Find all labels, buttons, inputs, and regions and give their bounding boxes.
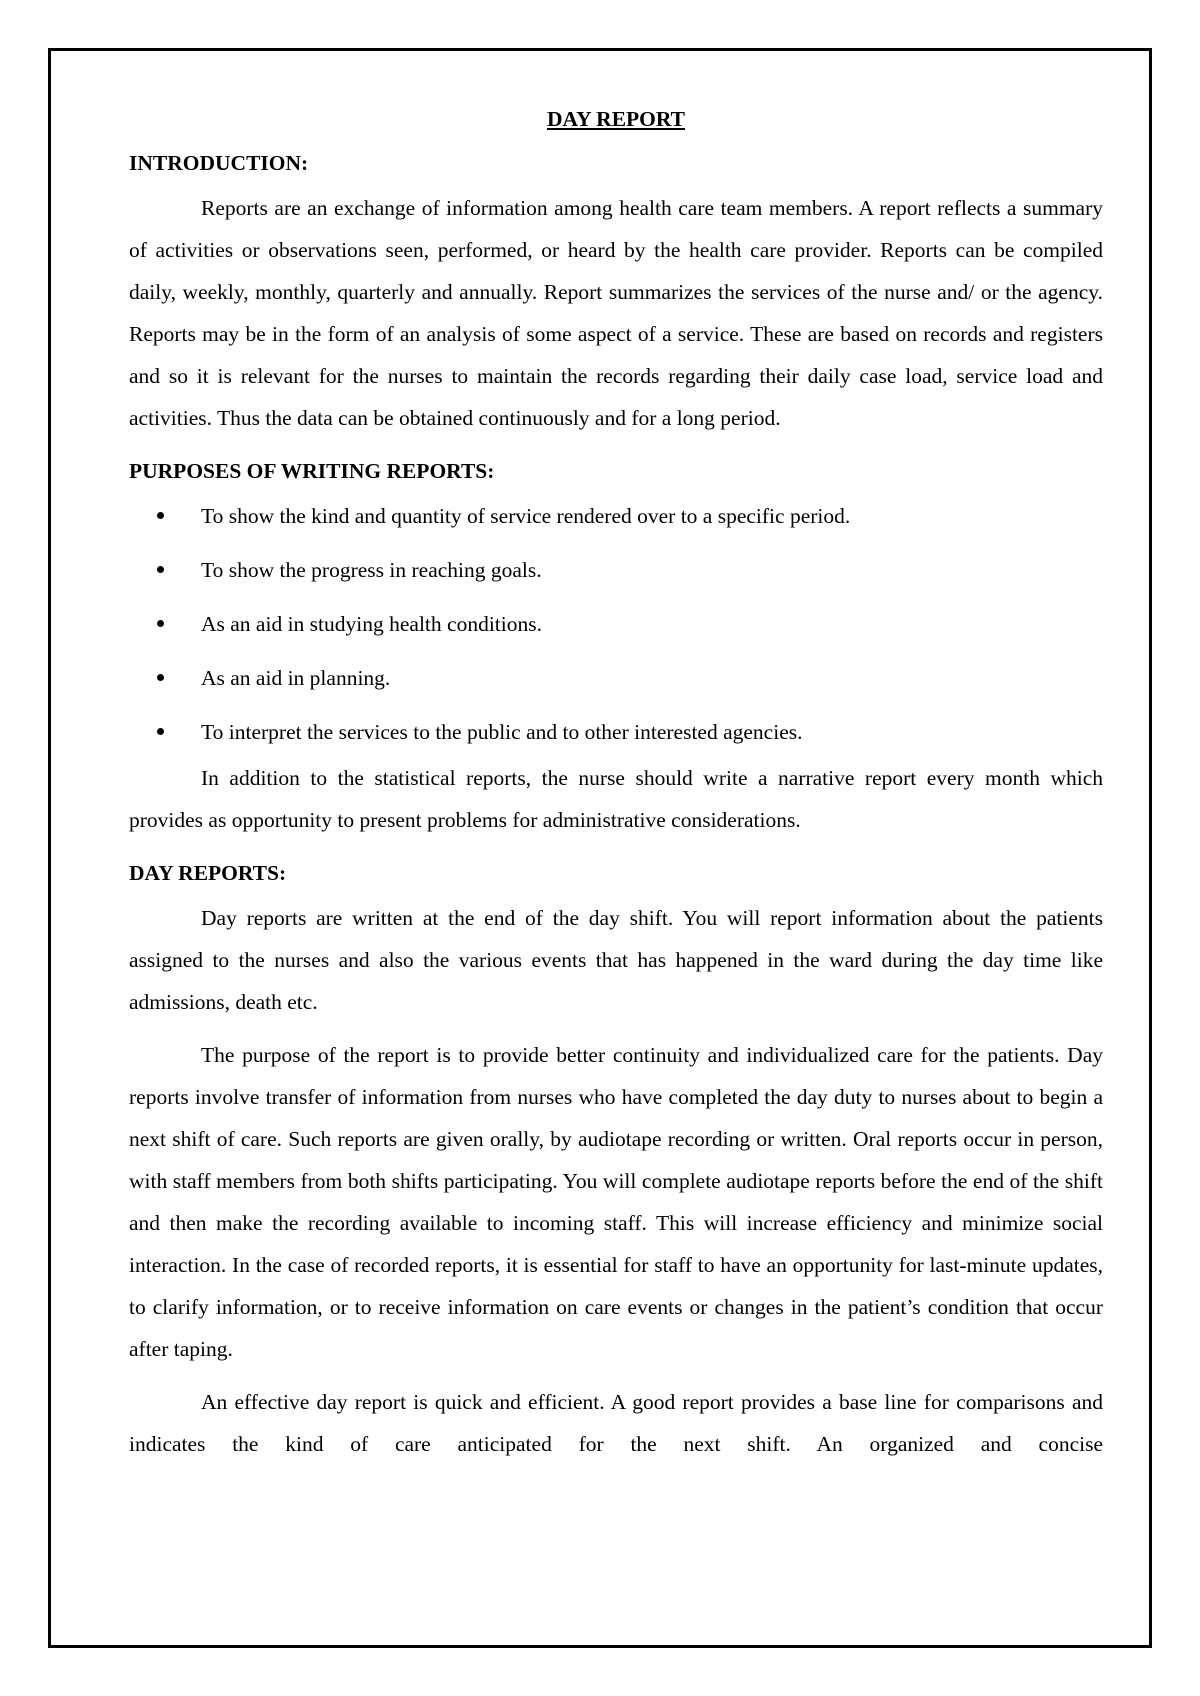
purposes-heading: PURPOSES OF WRITING REPORTS:: [129, 459, 495, 483]
purposes-list: [129, 495, 1103, 757]
introduction-heading: INTRODUCTION:: [129, 151, 309, 175]
day-reports-paragraph-1: Day reports are written at the end of the day shift. You will report information about the patients assigned to the nurses and also the various events that has happened in the ward during the day time like admissions, death etc.: [129, 906, 1103, 1014]
bullet-icon: [157, 566, 164, 573]
day-reports-paragraph-2: The purpose of the report is to provide better continuity and individualized care for the patients. Day reports involve transfer of information from nurses who have completed the day duty to nurses about to begin a next shift of care. Such reports are given orally, by audiotape recording or written. Oral reports occur in person, with staff members from both shifts participating. You will complete audiotape reports before the end of the shift and then make the recording available to incoming staff. This will increase efficiency and minimize social interaction. In the case of recorded reports, it is essential for staff to have an opportunity for last-minute updates, to clarify information, or to receive information on care events or changes in the patient’s condition that occur after taping.: [129, 1043, 1103, 1361]
list-item-text: To interpret the services to the public and to other interested agencies.: [201, 720, 803, 744]
list-item-text: As an aid in studying health conditions.: [201, 612, 542, 636]
bullet-icon: [157, 674, 164, 681]
list-item: [129, 495, 1103, 549]
day-reports-paragraph-3: An effective day report is quick and efficient. A good report provides a base line for comparisons and indicates the kind of care anticipated for the next shift. An organized and concise: [129, 1390, 1103, 1456]
bullet-icon: [157, 728, 164, 735]
bullet-icon: [157, 620, 164, 627]
document-title: DAY REPORT: [546, 107, 686, 131]
bullet-icon: [157, 512, 164, 519]
document-body: [129, 98, 1103, 1476]
day-reports-heading: DAY REPORTS:: [129, 861, 287, 885]
list-item: [129, 657, 1103, 711]
list-item: [129, 711, 1103, 757]
list-item-text: As an aid in planning.: [201, 666, 391, 690]
list-item: [129, 603, 1103, 657]
statistical-reports-paragraph: In addition to the statistical reports, the nurse should write a narrative report every month which provides as opportunity to present problems for administrative considerations.: [129, 766, 1103, 832]
list-item-text: To show the progress in reaching goals.: [201, 558, 542, 582]
list-item-text: To show the kind and quantity of service rendered over to a specific period.: [201, 504, 851, 528]
introduction-paragraph: Reports are an exchange of information among health care team members. A report reflects a summary of activities or observations seen, performed, or heard by the health care provider. Reports can be compiled daily, weekly, monthly, quarterly and annually. Report summarizes the services of the nurse and/ or the agency. Reports may be in the form of an analysis of some aspect of a service. These are based on records and registers and so it is relevant for the nurses to maintain the records regarding their daily case load, service load and activities. Thus the data can be obtained continuously and for a long period.: [129, 196, 1103, 430]
list-item: [129, 549, 1103, 603]
